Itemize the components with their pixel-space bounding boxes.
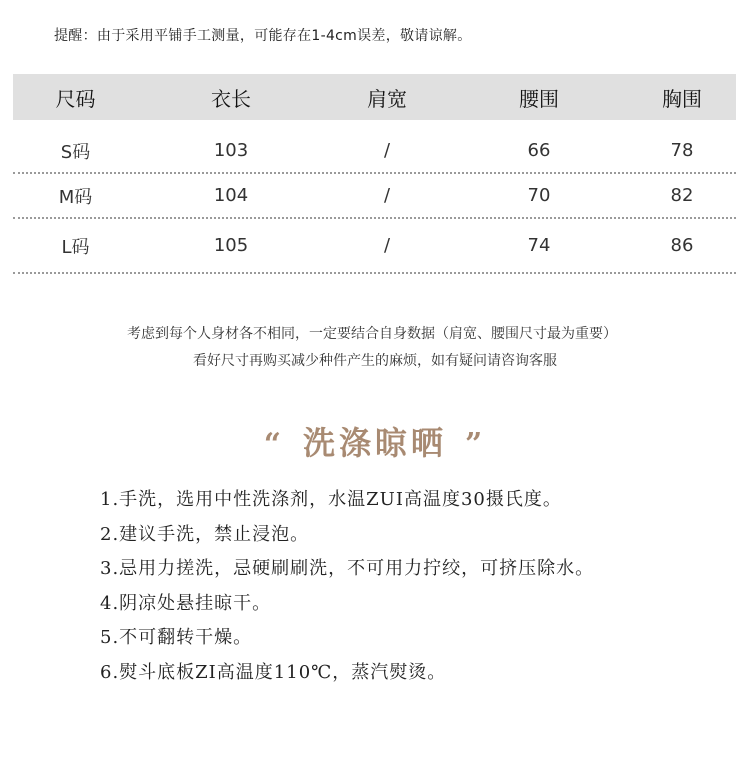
- cell-chest: 78: [670, 140, 694, 161]
- header-length: 衣长: [211, 86, 251, 111]
- list-item: 6.熨斗底板ZI高温度110℃，蒸汽熨烫。: [100, 661, 447, 683]
- measurement-notice: 提醒：由于采用平铺手工测量，可能存在1-4cm误差，敬请谅解。: [54, 28, 472, 44]
- cell-chest: 82: [670, 185, 694, 206]
- cell-size: M码: [58, 186, 93, 208]
- header-shoulder: 肩宽: [367, 86, 407, 111]
- header-waist: 腰围: [519, 86, 559, 111]
- table-row: [13, 121, 736, 174]
- cell-length: 103: [213, 140, 249, 161]
- list-item: 4.阴凉处悬挂晾干。: [100, 592, 272, 614]
- care-instructions-list: [100, 486, 594, 694]
- fit-tip-line-2: 看好尺寸再购买减少种件产生的麻烦，如有疑问请咨询客服: [193, 353, 557, 369]
- fit-tip-line-1: 考虑到每个人身材各不相同，一定要结合自身数据（肩宽、腰围尺寸最为重要）: [127, 326, 617, 342]
- close-quote: ”: [465, 427, 487, 462]
- table-row: [13, 219, 736, 274]
- list-item: 3.忌用力搓洗，忌硬刷刷洗，不可用力拧绞，可挤压除水。: [100, 558, 595, 580]
- care-section-title: [0, 418, 750, 464]
- cell-chest: 86: [670, 235, 694, 256]
- list-item: 1.手洗，选用中性洗涤剂，水温ZUI高温度30摄氏度。: [100, 489, 562, 510]
- size-table-header: [13, 74, 736, 120]
- cell-waist: 74: [527, 235, 551, 256]
- cell-waist: 70: [527, 185, 551, 206]
- list-item: 5.不可翻转干燥。: [100, 627, 253, 649]
- cell-shoulder: /: [383, 235, 391, 256]
- open-quote: “: [263, 427, 285, 462]
- list-item: 2.建议手洗，禁止浸泡。: [100, 523, 310, 545]
- table-row: [13, 174, 736, 219]
- header-size: 尺码: [55, 86, 96, 111]
- cell-waist: 66: [527, 140, 551, 161]
- cell-length: 105: [213, 235, 249, 256]
- cell-shoulder: /: [383, 185, 391, 206]
- cell-shoulder: /: [383, 140, 391, 161]
- header-chest: 胸围: [662, 86, 702, 111]
- care-title-text: 洗涤晾晒: [302, 424, 447, 462]
- cell-size: S码: [60, 141, 91, 163]
- cell-size: L码: [61, 236, 90, 258]
- cell-length: 104: [213, 185, 249, 206]
- size-table: [13, 74, 736, 274]
